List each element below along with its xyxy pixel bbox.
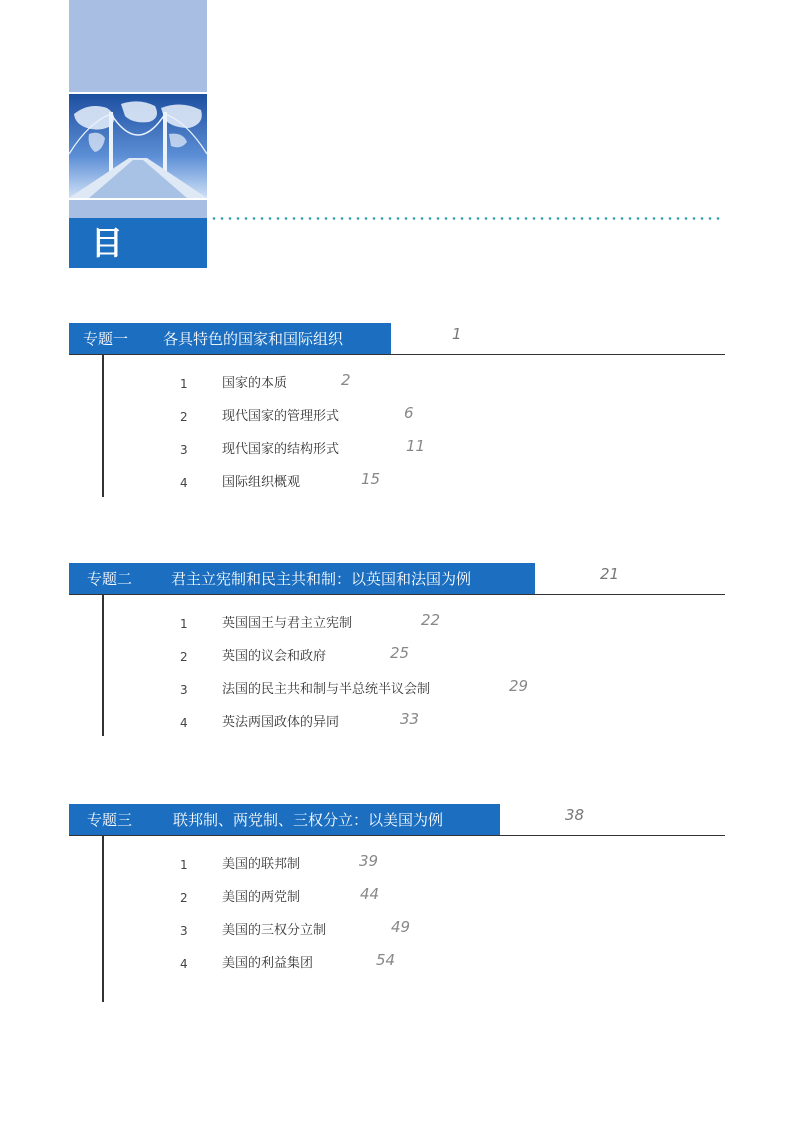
toc-section-1: [69, 323, 725, 503]
section-label: 专题一: [83, 330, 129, 348]
entry-page-number: 39: [359, 852, 379, 870]
entry-page-number: 6: [404, 404, 414, 422]
toc-section-3: [69, 804, 725, 1004]
entry-title: 美国的三权分立制: [222, 923, 327, 938]
bridge-world-map-image: [69, 94, 207, 198]
section-vertical-line: [102, 355, 104, 497]
entry-title: 国际组织概观: [222, 475, 301, 490]
section-page-number: 38: [565, 806, 585, 824]
section-title: 各具特色的国家和国际组织: [163, 330, 344, 348]
section-vertical-line: [102, 595, 104, 736]
section-label: 专题二: [87, 570, 133, 588]
entry-page-number: 2: [341, 371, 351, 389]
dotted-divider: [210, 217, 720, 220]
entry-title: 英国国王与君主立宪制: [222, 616, 353, 631]
section-label: 专题三: [87, 811, 133, 829]
entry-title: 英国的议会和政府: [222, 649, 327, 664]
entry-title: 美国的两党制: [222, 890, 301, 905]
entry-title: 美国的利益集团: [222, 956, 314, 971]
section-rule: [69, 594, 725, 595]
entry-number: 1: [180, 617, 188, 631]
entry-number: 2: [180, 650, 188, 664]
header-strip: [69, 200, 207, 218]
section-title: 君主立宪制和民主共和制：以英国和法国为例: [171, 570, 472, 588]
entry-number: 4: [180, 957, 188, 971]
header-block: [69, 0, 207, 92]
entry-page-number: 29: [509, 677, 529, 695]
section-header-bar: [69, 563, 535, 595]
entry-page-number: 25: [390, 644, 410, 662]
entry-page-number: 49: [391, 918, 411, 936]
entry-page-number: 54: [376, 951, 396, 969]
entry-page-number: 22: [421, 611, 441, 629]
entry-page-number: 44: [360, 885, 380, 903]
entry-page-number: 11: [406, 437, 426, 455]
entry-page-number: 15: [361, 470, 381, 488]
toc-heading: 目 录: [69, 218, 207, 268]
entry-page-number: 33: [400, 710, 420, 728]
section-header-bar: [69, 323, 391, 355]
entry-number: 4: [180, 716, 188, 730]
section-header-bar: [69, 804, 500, 836]
entry-title: 现代国家的管理形式: [222, 409, 340, 424]
entry-number: 1: [180, 858, 188, 872]
section-title: 联邦制、两党制、三权分立：以美国为例: [173, 811, 444, 829]
entry-number: 3: [180, 443, 188, 457]
entry-number: 3: [180, 683, 188, 697]
entry-number: 2: [180, 410, 188, 424]
section-page-number: 21: [600, 565, 620, 583]
section-vertical-line: [102, 836, 104, 1002]
entry-number: 2: [180, 891, 188, 905]
section-rule: [69, 354, 725, 355]
entry-number: 1: [180, 377, 188, 391]
section-page-number: 1: [452, 325, 462, 343]
entry-number: 4: [180, 476, 188, 490]
section-rule: [69, 835, 725, 836]
entry-number: 3: [180, 924, 188, 938]
entry-title: 美国的联邦制: [222, 857, 301, 872]
entry-title: 英法两国政体的异同: [222, 715, 340, 730]
toc-section-2: [69, 563, 725, 743]
entry-title: 法国的民主共和制与半总统半议会制: [222, 682, 431, 697]
entry-title: 国家的本质: [222, 376, 288, 391]
entry-title: 现代国家的结构形式: [222, 442, 340, 457]
